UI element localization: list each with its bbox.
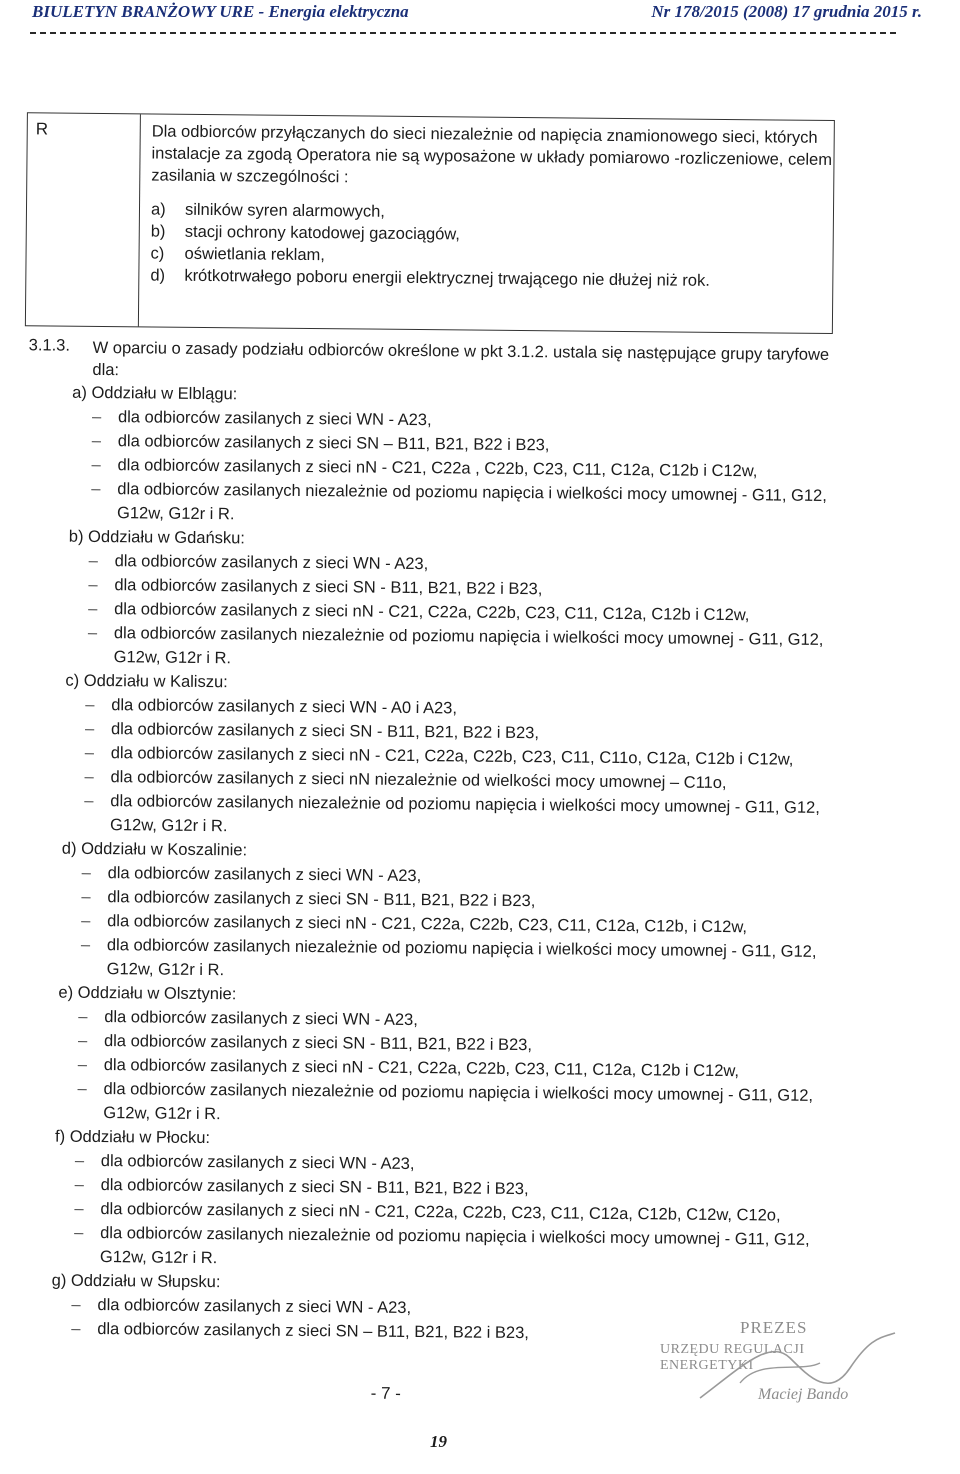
stamp-signature: Maciej Bando [758,1386,849,1403]
department-title: f) Oddziału w Płocku: [55,1127,211,1148]
item-text: oświetlania reklam, [184,244,325,265]
item-key: a) [150,200,166,219]
dash-bullet: – [87,623,98,642]
dash-bullet: – [91,407,102,426]
list-item [77,1077,861,1133]
item-key: b) [150,222,166,241]
tariff-item-text: dla odbiorców zasilanych z sieci nN - C21, C22a , C22b, C23, C11, C12a, C12b i C12w, [117,456,758,481]
department-title: e) Oddziału w Olsztynie: [58,983,237,1004]
item-text: stacji ochrony katodowej gazociągów, [184,222,461,244]
item-text: krótkotrwałego poboru energii elektrycznej trwającego nie dłużej niż rok. [184,266,710,290]
list-item [88,621,866,676]
header-issue: Nr 178/2015 (2008) 17 grudnia 2015 r. [651,2,922,21]
intro-line: zasilania w szczególności : [151,166,349,187]
dash-bullet: – [81,887,91,906]
official-stamp [640,1318,890,1408]
section-number: 3.1.3. [28,336,71,355]
tariff-item-text: dla odbiorców zasilanych z sieci nN - C21, C22a, C22b, C23, C11, C12a, C12b, i C12w, [107,912,748,937]
internal-page-number: - 7 - [370,1383,401,1403]
tariff-item-text: dla odbiorców zasilanych z sieci WN - A23, [114,552,429,574]
department-title: a) Oddziału w Elblągu: [72,383,238,404]
tariff-item-text: dla odbiorców zasilanych z sieci nN - C21, C22a, C22b, C23, C11, C12a, C12b, C12w, C12o, [100,1200,781,1225]
department-block [20,1124,861,1276]
heading-line: dla: [92,360,120,380]
dash-bullet: – [88,599,98,618]
tariff-item-text: dla odbiorców zasilanych z sieci nN niezależnie od wielkości mocy umownej – C11o, [110,768,727,793]
dash-bullet: – [77,1031,88,1050]
dash-bullet: – [84,719,95,738]
department-block [27,380,868,532]
tariff-item-text: dla odbiorców zasilanych niezależnie od poziomu napięcia i wielkości mocy umownej - G11, G12, G12w, G12r i R. [109,792,820,836]
item-key: c) [150,244,165,263]
tariff-list [54,1149,861,1277]
tariff-item-text: dla odbiorców zasilanych z sieci SN - B11, B21, B22 i B23, [114,576,543,599]
section-3-1-3 [19,336,869,1348]
stamp-office: URZĘDU REGULACJI ENERGETYKI [660,1342,805,1373]
group-r-list [150,198,823,292]
tariff-item-text: dla odbiorców zasilanych niezależnie od poziomu napięcia i wielkości mocy umownej - G11, G12, G12w, G12r i R. [106,936,817,980]
group-r-content [150,120,833,292]
dash-bullet: – [88,575,98,594]
department-block [21,980,862,1132]
tariff-item-text: dla odbiorców zasilanych z sieci nN - C21, C22a, C22b, C23, C11, C11o, C12a, C12b i C12w, [110,744,794,769]
dash-bullet: – [78,1007,88,1026]
dash-bullet: – [80,935,91,954]
department-title: b) Oddziału w Gdańsku: [68,527,246,548]
dash-bullet: – [77,1055,88,1074]
tariff-item-text: dla odbiorców zasilanych z sieci nN - C21, C22a, C22b, C23, C11, C12a, C12b i C12w, [103,1056,740,1081]
dash-bullet: – [84,743,95,762]
tariff-list [68,549,867,677]
dash-bullet: – [88,551,98,570]
group-r-box [25,112,835,334]
item-key: d) [150,266,166,285]
page-number: 19 [430,1432,447,1451]
department-block [26,524,867,676]
list-item [81,933,863,989]
dash-bullet: – [91,455,101,474]
dash-bullet: – [81,863,91,882]
intro-line: instalacje za zgodą Operatora nie są wyposażone w układy pomiarowo -rozliczeniowe, celem [151,144,833,169]
tariff-item-text: dla odbiorców zasilanych z sieci SN – B11, B21, B22 i B23, [117,432,550,455]
tariff-item-text: dla odbiorców zasilanych z sieci WN - A23, [100,1152,415,1174]
department-title: d) Oddziału w Koszalinie: [61,839,248,860]
header-title: BIULETYN BRANŻOWY URE - Energia elektryczna [32,2,409,21]
tariff-item-text: dla odbiorców zasilanych niezależnie od poziomu napięcia i wielkości mocy umownej - G11, G12, G12w, G12r i R. [116,480,827,524]
intro-line: Dla odbiorców przyłączanych do sieci niezależnie od napięcia znamionowego sieci, których [151,122,818,147]
tariff-item-text: dla odbiorców zasilanych z sieci WN - A23, [107,864,422,886]
dash-bullet: – [91,479,101,498]
tariff-item-text: dla odbiorców zasilanych z sieci SN - B11, B21, B22 i B23, [110,720,540,743]
dash-bullet: – [74,1223,84,1242]
department-block [23,836,864,988]
group-r-intro [151,120,833,192]
tariff-list [64,693,865,845]
stamp-title: PREZES [740,1318,808,1337]
dash-bullet: – [85,695,95,714]
dash-bullet: – [84,791,94,810]
tariff-item-text: dla odbiorców zasilanych niezależnie od poziomu napięcia i wielkości mocy umownej - G11, G12, G12w, G12r i R. [99,1224,810,1268]
dash-bullet: – [91,431,102,450]
tariff-item-text: dla odbiorców zasilanych niezależnie od poziomu napięcia i wielkości mocy umownej - G11, G12, G12w, G12r i R. [113,624,824,668]
dash-bullet: – [84,767,94,786]
department-list [19,380,868,1348]
dash-bullet: – [77,1079,87,1098]
tariff-list [61,861,864,989]
tariff-item-text: dla odbiorców zasilanych z sieci WN - A23, [97,1295,412,1318]
list-item [74,1221,860,1277]
tariff-item-text: dla odbiorców zasilanych niezależnie od poziomu napięcia i wielkości mocy umownej - G11, G12, G12w, G12r i R. [103,1080,814,1124]
heading-line: W oparciu o zasady podziału odbiorców określone w pkt 3.1.2. ustala się następujące grupy taryfowe [92,338,830,364]
section-heading-text [92,337,829,388]
dash-bullet: – [81,911,91,930]
dash-bullet: – [74,1151,85,1170]
tariff-item-text: dla odbiorców zasilanych z sieci SN - B11, B21, B22 i B23, [103,1032,533,1055]
tariff-item-text: dla odbiorców zasilanych z sieci WN - A23, [104,1008,418,1030]
department-title: c) Oddziału w Kaliszu: [65,671,228,692]
item-text: silników syren alarmowych, [184,200,385,221]
list-item [91,477,867,532]
tariff-list [71,405,868,533]
tariff-item-text: dla odbiorców zasilanych z sieci SN - B11, B21, B22 i B23, [100,1176,529,1199]
department-title: g) Oddziału w Słupsku: [51,1271,221,1292]
group-r-letter: R [35,119,49,139]
tariff-list [57,1005,862,1133]
dash-bullet: – [71,1319,81,1338]
tariff-item-text: dla odbiorców zasilanych z sieci WN - A0 i A23, [111,696,458,718]
tariff-item-text: dla odbiorców zasilanych z sieci nN - C21, C22a, C22b, C23, C11, C12a, C12b i C12w, [114,600,750,625]
department-block [24,668,866,844]
list-item [84,789,864,844]
dash-bullet: – [74,1175,84,1194]
dash-bullet: – [74,1199,84,1218]
dash-bullet: – [71,1295,81,1314]
tariff-item-text: dla odbiorców zasilanych z sieci SN – B11, B21, B22 i B23, [97,1319,530,1343]
box-divider [138,114,141,326]
tariff-item-text: dla odbiorców zasilanych z sieci SN - B11, B21, B22 i B23, [107,888,536,911]
tariff-item-text: dla odbiorców zasilanych z sieci WN - A23, [117,408,432,430]
